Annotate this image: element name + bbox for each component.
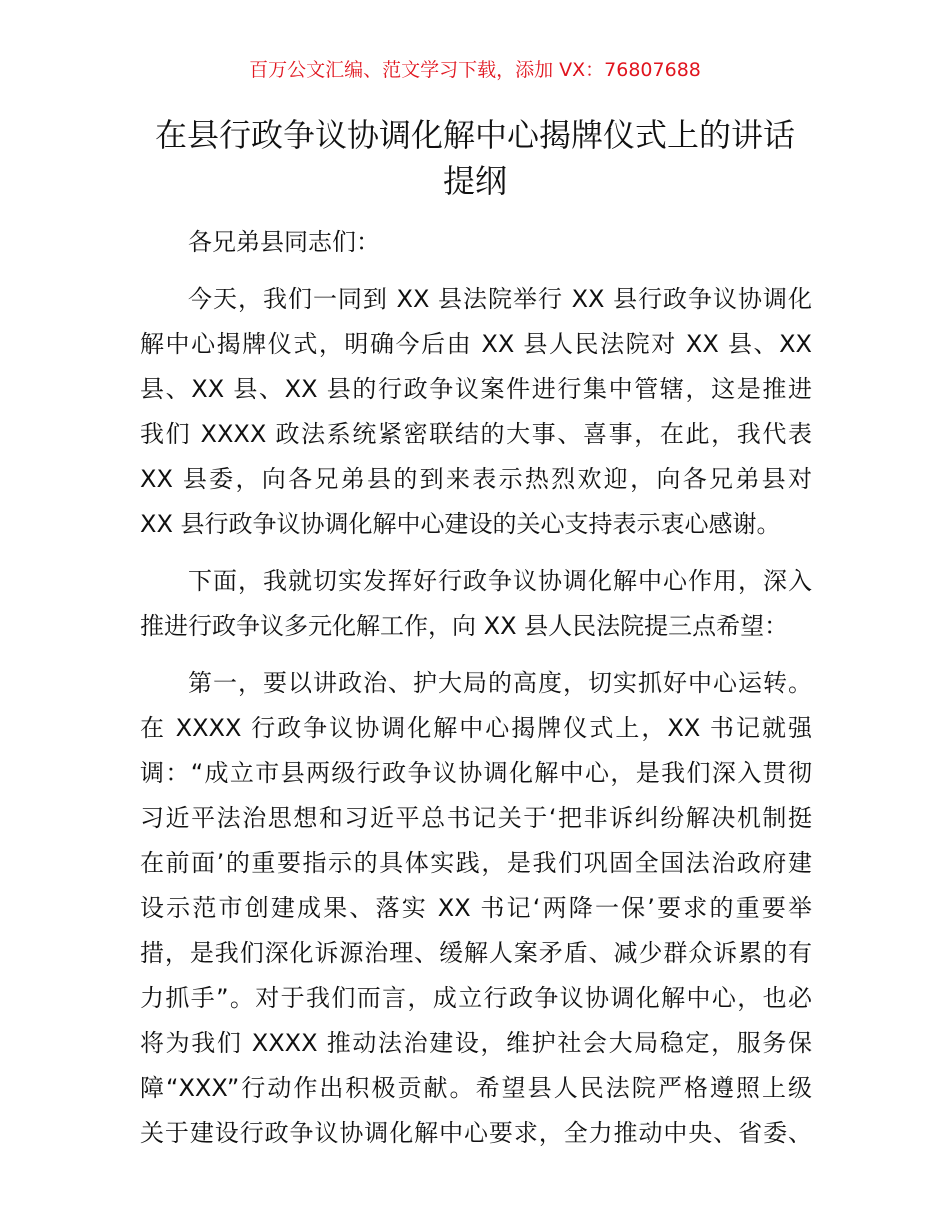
paragraph-line: 习近平法治思想和习近平总书记关于‘把非诉纠纷解决机制挺: [140, 804, 812, 832]
paragraph-1: [140, 277, 812, 547]
title-line-2: 提纲: [442, 162, 507, 200]
paragraph-line: 力抓手”。对于我们而言，成立行政争议协调化解中心，也必: [140, 984, 812, 1012]
title-line-1: 在县行政争议协调化解中心揭牌仪式上的讲话: [154, 116, 795, 154]
paragraph-3: [140, 661, 812, 1156]
paragraph-line: 县、XX 县、XX 县的行政争议案件进行集中管辖，这是推进: [140, 375, 812, 403]
paragraph-line: 今天，我们一同到 XX 县法院举行 XX 县行政争议协调化: [188, 285, 812, 313]
paragraph-line: 调：“成立市县两级行政争议协调化解中心，是我们深入贯彻: [140, 759, 812, 787]
paragraph-line: XX 县行政争议协调化解中心建设的关心支持表示衷心感谢。: [140, 510, 781, 538]
document-title: [120, 112, 830, 204]
salutation-text: 各兄弟县同志们：: [188, 228, 380, 256]
paragraph-line: 障“XXX”行动作出积极贡献。希望县人民法院严格遵照上级: [140, 1074, 812, 1102]
salutation: [140, 220, 812, 265]
document-body: [140, 220, 812, 1156]
paragraph-line: XX 县委，向各兄弟县的到来表示热烈欢迎，向各兄弟县对: [140, 465, 812, 493]
paragraph-line: 推进行政争议多元化解工作，向 XX 县人民法院提三点希望：: [140, 612, 789, 640]
paragraph-line: 我们 XXXX 政法系统紧密联结的大事、喜事，在此，我代表: [140, 420, 812, 448]
paragraph-line: 设示范市创建成果、落实 XX 书记‘两降一保’要求的重要举: [140, 894, 812, 922]
paragraph-line: 解中心揭牌仪式，明确今后由 XX 县人民法院对 XX 县、XX: [140, 330, 812, 358]
paragraph-line: 在 XXXX 行政争议协调化解中心揭牌仪式上，XX 书记就强: [140, 714, 812, 742]
paragraph-line: 措，是我们深化诉源治理、缓解人案矛盾、减少群众诉累的有: [140, 939, 812, 967]
paragraph-line: 第一，要以讲政治、护大局的高度，切实抓好中心运转。: [188, 669, 812, 697]
watermark-banner: 百万公文汇编、范文学习下载，添加 VX：76807688: [249, 59, 701, 81]
paragraph-line: 将为我们 XXXX 推动法治建设，维护社会大局稳定，服务保: [140, 1029, 812, 1057]
paragraph-2: [140, 559, 812, 649]
paragraph-line: 下面，我就切实发挥好行政争议协调化解中心作用，深入: [188, 567, 812, 595]
paragraph-line: 关于建设行政争议协调化解中心要求，全力推动中央、省委、: [140, 1119, 812, 1147]
paragraph-line: 在前面’的重要指示的具体实践，是我们巩固全国法治政府建: [140, 849, 812, 877]
